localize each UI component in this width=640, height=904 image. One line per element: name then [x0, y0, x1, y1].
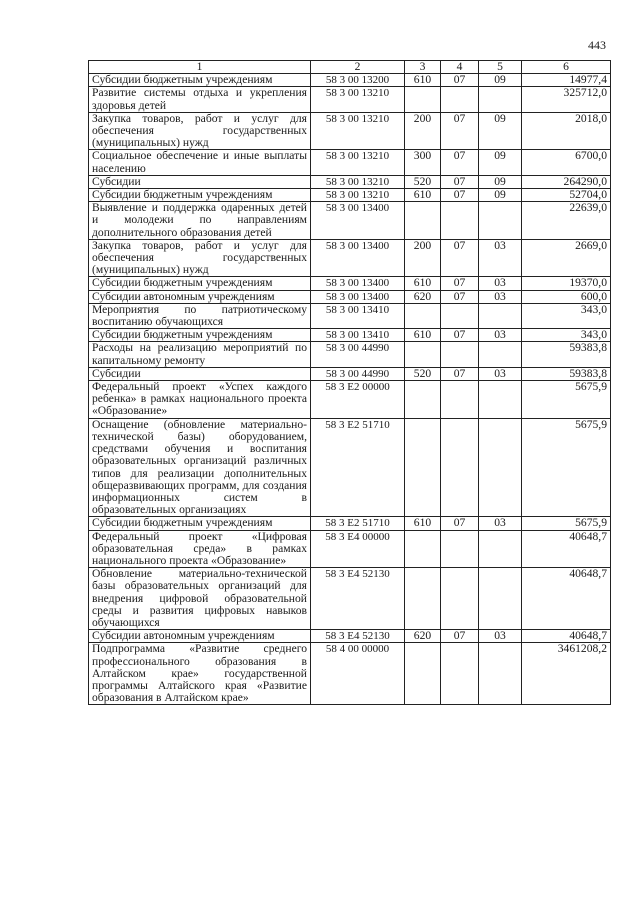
row-amount: 264290,0	[522, 175, 611, 188]
table-row	[89, 74, 611, 87]
row-section	[441, 303, 479, 328]
row-subsection: 09	[479, 189, 522, 202]
table-row	[89, 189, 611, 202]
row-name: Закупка товаров, работ и услуг для обеспечения государственных (муниципальных) нужд	[89, 239, 311, 277]
row-expense-type	[405, 643, 441, 705]
row-amount: 2018,0	[522, 112, 611, 150]
table-row	[89, 150, 611, 175]
row-code: 58 3 00 13210	[311, 87, 405, 112]
column-header: 3	[405, 61, 441, 74]
page-number: 443	[588, 38, 606, 52]
row-subsection	[479, 530, 522, 568]
row-subsection: 03	[479, 239, 522, 277]
row-amount: 22639,0	[522, 202, 611, 240]
row-amount: 59383,8	[522, 367, 611, 380]
row-section: 07	[441, 239, 479, 277]
row-amount: 40648,7	[522, 530, 611, 568]
row-code: 58 3 00 13210	[311, 175, 405, 188]
row-subsection: 09	[479, 112, 522, 150]
table-row	[89, 568, 611, 630]
row-section: 07	[441, 112, 479, 150]
row-section	[441, 568, 479, 630]
row-section	[441, 87, 479, 112]
table-row	[89, 202, 611, 240]
table-row	[89, 303, 611, 328]
row-amount: 325712,0	[522, 87, 611, 112]
row-name: Расходы на реализацию мероприятий по капитальному ремонту	[89, 342, 311, 367]
row-expense-type	[405, 381, 441, 419]
row-name: Субсидии автономным учреждениям	[89, 290, 311, 303]
row-section	[441, 530, 479, 568]
row-subsection	[479, 568, 522, 630]
row-subsection: 03	[479, 277, 522, 290]
row-subsection	[479, 418, 522, 517]
row-subsection: 09	[479, 150, 522, 175]
row-expense-type	[405, 303, 441, 328]
row-expense-type: 610	[405, 277, 441, 290]
row-code: 58 3 00 44990	[311, 342, 405, 367]
budget-table	[88, 60, 611, 705]
row-name: Субсидии бюджетным учреждениям	[89, 189, 311, 202]
row-name: Оснащение (обновление материально-технической базы) оборудованием, средствами обучения и воспитания образовательных организаций различных типов для реализации дополнительных общеразвивающих программ, для создания информационных систем в образовательных организациях	[89, 418, 311, 517]
column-header: 4	[441, 61, 479, 74]
row-amount: 14977,4	[522, 74, 611, 87]
row-section: 07	[441, 329, 479, 342]
row-code: 58 3 E4 00000	[311, 530, 405, 568]
row-subsection	[479, 381, 522, 419]
table-row	[89, 112, 611, 150]
row-subsection	[479, 643, 522, 705]
table-row	[89, 175, 611, 188]
row-subsection	[479, 202, 522, 240]
row-code: 58 3 00 13200	[311, 74, 405, 87]
table-row	[89, 643, 611, 705]
row-code: 58 3 E2 00000	[311, 381, 405, 419]
row-expense-type: 300	[405, 150, 441, 175]
row-section: 07	[441, 74, 479, 87]
row-section: 07	[441, 150, 479, 175]
row-section	[441, 418, 479, 517]
row-name: Субсидии	[89, 367, 311, 380]
column-header: 1	[89, 61, 311, 74]
row-code: 58 3 E4 52130	[311, 630, 405, 643]
row-section: 07	[441, 189, 479, 202]
row-name: Мероприятия по патриотическому воспитанию обучающихся	[89, 303, 311, 328]
row-code: 58 3 E4 52130	[311, 568, 405, 630]
row-amount: 5675,9	[522, 381, 611, 419]
row-section: 07	[441, 630, 479, 643]
row-section	[441, 202, 479, 240]
row-subsection	[479, 303, 522, 328]
table-row	[89, 367, 611, 380]
row-code: 58 3 00 13410	[311, 303, 405, 328]
row-section: 07	[441, 517, 479, 530]
column-header: 2	[311, 61, 405, 74]
table-row	[89, 630, 611, 643]
row-expense-type: 620	[405, 630, 441, 643]
row-section	[441, 342, 479, 367]
row-amount: 5675,9	[522, 517, 611, 530]
column-header: 6	[522, 61, 611, 74]
table-row	[89, 381, 611, 419]
row-amount: 6700,0	[522, 150, 611, 175]
table-row	[89, 530, 611, 568]
row-name: Развитие системы отдыха и укрепления здоровья детей	[89, 87, 311, 112]
row-code: 58 3 00 13400	[311, 290, 405, 303]
row-subsection: 09	[479, 74, 522, 87]
row-subsection: 03	[479, 290, 522, 303]
row-subsection: 03	[479, 517, 522, 530]
row-subsection: 03	[479, 329, 522, 342]
row-expense-type: 520	[405, 367, 441, 380]
row-name: Федеральный проект «Цифровая образовательная среда» в рамках национального проекта «Образование»	[89, 530, 311, 568]
row-code: 58 4 00 00000	[311, 643, 405, 705]
row-name: Субсидии бюджетным учреждениям	[89, 74, 311, 87]
row-amount: 40648,7	[522, 630, 611, 643]
row-amount: 3461208,2	[522, 643, 611, 705]
row-code: 58 3 E2 51710	[311, 517, 405, 530]
table-row	[89, 342, 611, 367]
row-expense-type	[405, 418, 441, 517]
row-amount: 343,0	[522, 303, 611, 328]
row-amount: 600,0	[522, 290, 611, 303]
table-row	[89, 239, 611, 277]
row-expense-type	[405, 342, 441, 367]
row-subsection: 03	[479, 630, 522, 643]
row-code: 58 3 00 13400	[311, 202, 405, 240]
row-expense-type	[405, 568, 441, 630]
table-row	[89, 290, 611, 303]
row-name: Субсидии бюджетным учреждениям	[89, 277, 311, 290]
header-row	[89, 61, 611, 74]
row-expense-type: 610	[405, 189, 441, 202]
table-body	[89, 74, 611, 705]
row-expense-type: 610	[405, 74, 441, 87]
row-amount: 2669,0	[522, 239, 611, 277]
row-expense-type	[405, 202, 441, 240]
row-code: 58 3 00 13210	[311, 150, 405, 175]
row-name: Социальное обеспечение и иные выплаты населению	[89, 150, 311, 175]
row-name: Субсидии автономным учреждениям	[89, 630, 311, 643]
row-code: 58 3 E2 51710	[311, 418, 405, 517]
row-amount: 343,0	[522, 329, 611, 342]
row-expense-type: 620	[405, 290, 441, 303]
row-name: Субсидии бюджетным учреждениям	[89, 329, 311, 342]
row-subsection: 03	[479, 367, 522, 380]
row-amount: 19370,0	[522, 277, 611, 290]
row-section	[441, 381, 479, 419]
row-amount: 52704,0	[522, 189, 611, 202]
table-row	[89, 329, 611, 342]
row-amount: 40648,7	[522, 568, 611, 630]
row-name: Субсидии бюджетным учреждениям	[89, 517, 311, 530]
row-amount: 59383,8	[522, 342, 611, 367]
row-name: Федеральный проект «Успех каждого ребенка» в рамках национального проекта «Образование»	[89, 381, 311, 419]
row-section: 07	[441, 277, 479, 290]
row-expense-type: 520	[405, 175, 441, 188]
row-name: Выявление и поддержка одаренных детей и молодежи по направлениям дополнительного образования детей	[89, 202, 311, 240]
table-row	[89, 277, 611, 290]
row-expense-type: 200	[405, 239, 441, 277]
row-name: Подпрограмма «Развитие среднего профессионального образования в Алтайском крае» государственной программы Алтайского края «Развитие образования в Алтайском крае»	[89, 643, 311, 705]
row-code: 58 3 00 13400	[311, 277, 405, 290]
row-name: Закупка товаров, работ и услуг для обеспечения государственных (муниципальных) нужд	[89, 112, 311, 150]
row-expense-type	[405, 530, 441, 568]
row-expense-type: 610	[405, 329, 441, 342]
row-expense-type: 610	[405, 517, 441, 530]
row-section	[441, 643, 479, 705]
row-code: 58 3 00 13210	[311, 112, 405, 150]
row-section: 07	[441, 367, 479, 380]
row-expense-type	[405, 87, 441, 112]
row-code: 58 3 00 13400	[311, 239, 405, 277]
row-name: Обновление материально-технической базы образовательных организаций для внедрения цифровой образовательной среды и развития цифровых навыков обучающихся	[89, 568, 311, 630]
table-row	[89, 87, 611, 112]
row-amount: 5675,9	[522, 418, 611, 517]
column-header: 5	[479, 61, 522, 74]
row-code: 58 3 00 13210	[311, 189, 405, 202]
table-row	[89, 418, 611, 517]
table-row	[89, 517, 611, 530]
row-code: 58 3 00 13410	[311, 329, 405, 342]
row-subsection	[479, 342, 522, 367]
row-expense-type: 200	[405, 112, 441, 150]
row-subsection: 09	[479, 175, 522, 188]
row-subsection	[479, 87, 522, 112]
row-section: 07	[441, 290, 479, 303]
row-name: Субсидии	[89, 175, 311, 188]
row-section: 07	[441, 175, 479, 188]
row-code: 58 3 00 44990	[311, 367, 405, 380]
